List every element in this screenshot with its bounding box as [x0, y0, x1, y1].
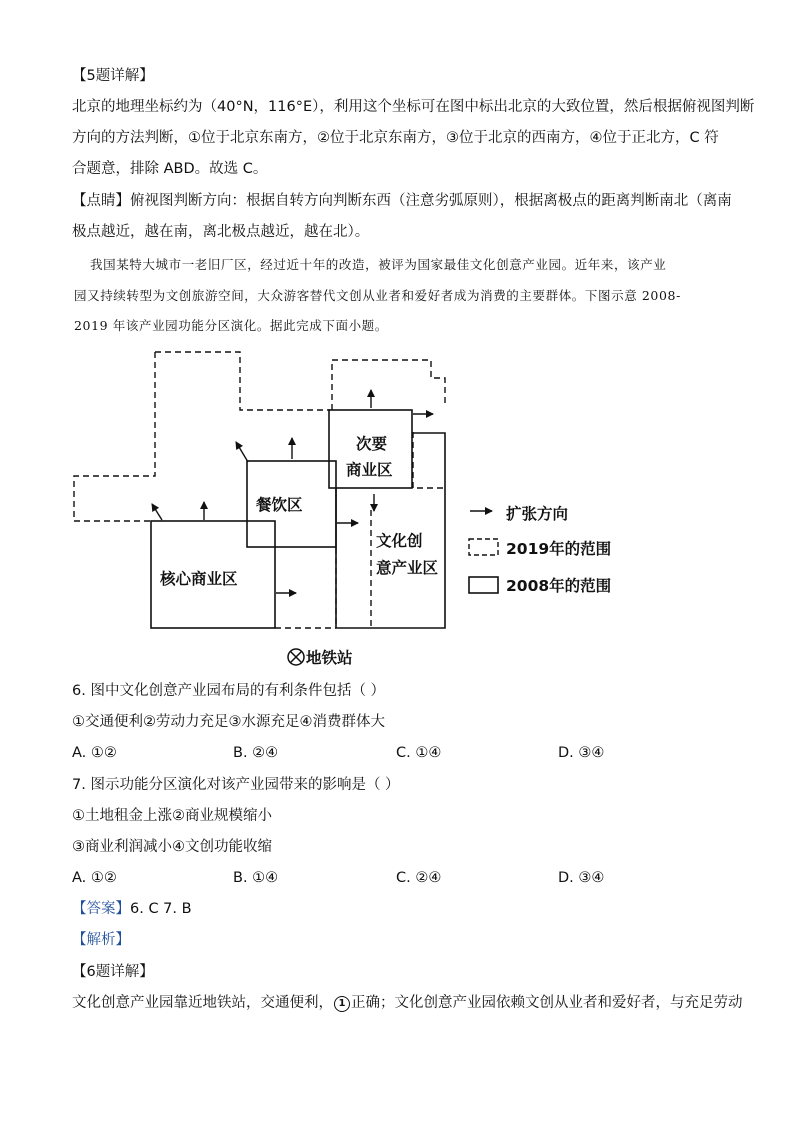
sec6-heading: 【6题详解】	[72, 964, 154, 980]
q6-option-b: B. ②④	[233, 745, 279, 761]
circled-one: 1	[334, 996, 350, 1012]
q7-option-c: C. ②④	[396, 870, 442, 886]
legend	[469, 504, 611, 595]
zone-creative-label-2: 意产业区	[376, 559, 439, 577]
legend-solid-label: 2008年的范围	[506, 577, 612, 595]
q6-option-a: A. ①②	[72, 745, 117, 761]
q7-option-a: A. ①②	[72, 870, 117, 886]
sec5-line-2: 方向的方法判断，①位于北京东南方，②位于北京东南方，③位于北京的西南方，④位于正北方，C 符	[72, 130, 719, 146]
answer-line	[72, 899, 192, 919]
zone-creative-label-1: 文化创	[376, 532, 423, 550]
tip-label: 【点睛】	[72, 193, 130, 209]
tip-text-1: 俯视图判断方向：根据自转方向判断东西（注意劣弧原则），根据离极点的距离判断南北（离南	[130, 193, 732, 209]
range-2019-outline	[74, 352, 445, 630]
sec6-text-b: 正确；文化创意产业园依赖文创从业者和爱好者，与充足劳动	[351, 995, 743, 1011]
tip-line-2: 极点越近，越在南，离北极点越近，越在北）。	[72, 224, 370, 240]
sec5-heading: 【5题详解】	[72, 68, 154, 84]
subway-station-label: 地铁站	[306, 649, 353, 667]
sec6-text-a: 文化创意产业园靠近地铁站，交通便利，	[72, 995, 333, 1011]
q6-stem: 6. 图中文化创意产业园布局的有利条件包括（ ）	[72, 683, 386, 699]
q6-items: ①交通便利②劳动力充足③水源充足④消费群体大	[72, 714, 385, 730]
legend-solid-icon	[469, 577, 498, 593]
sec5-line-1: 北京的地理坐标约为（40°N，116°E），利用这个坐标可在图中标出北京的大致位置，然后根据俯视图判断	[72, 99, 755, 115]
q7-items-1: ①土地租金上涨②商业规模缩小	[72, 808, 272, 824]
zone-dining-label: 餐饮区	[256, 496, 303, 514]
passage-line-3: 2019 年该产业园功能分区演化。据此完成下面小题。	[74, 318, 388, 333]
q7-items-2: ③商业利润减小④文创功能收缩	[72, 839, 272, 855]
sec5-line-3: 合题意，排除 ABD。故选 C。	[72, 161, 268, 177]
zone-secondary-label-2: 商业区	[346, 461, 393, 479]
passage-line-1: 我国某特大城市一老旧厂区，经过近十年的改造，被评为国家最佳文化创意产业园。近年来，该产业	[90, 257, 667, 272]
zone-secondary-label-1: 次要	[356, 435, 388, 453]
subway-station-icon	[288, 649, 304, 665]
q6-option-d: D. ③④	[558, 745, 605, 761]
q7-option-b: B. ①④	[233, 870, 279, 886]
q6-option-c: C. ①④	[396, 745, 442, 761]
legend-arrow-label: 扩张方向	[506, 505, 569, 523]
answer-label: 【答案】	[72, 901, 130, 917]
sec6-line-1	[72, 993, 743, 1013]
answer-text: 6. C 7. B	[130, 901, 192, 917]
zone-core-label: 核心商业区	[160, 570, 238, 588]
passage-line-2: 园又持续转型为文创旅游空间，大众游客替代文创从业者和爱好者成为消费的主要群体。下图示意 2008-	[74, 288, 681, 303]
legend-dashed-icon	[469, 539, 498, 555]
analysis-label: 【解析】	[72, 932, 130, 948]
legend-dashed-label: 2019年的范围	[506, 540, 612, 558]
q7-stem: 7. 图示功能分区演化对该产业园带来的影响是（ ）	[72, 777, 400, 793]
q7-option-d: D. ③④	[558, 870, 605, 886]
range-2008-outline	[151, 410, 445, 628]
